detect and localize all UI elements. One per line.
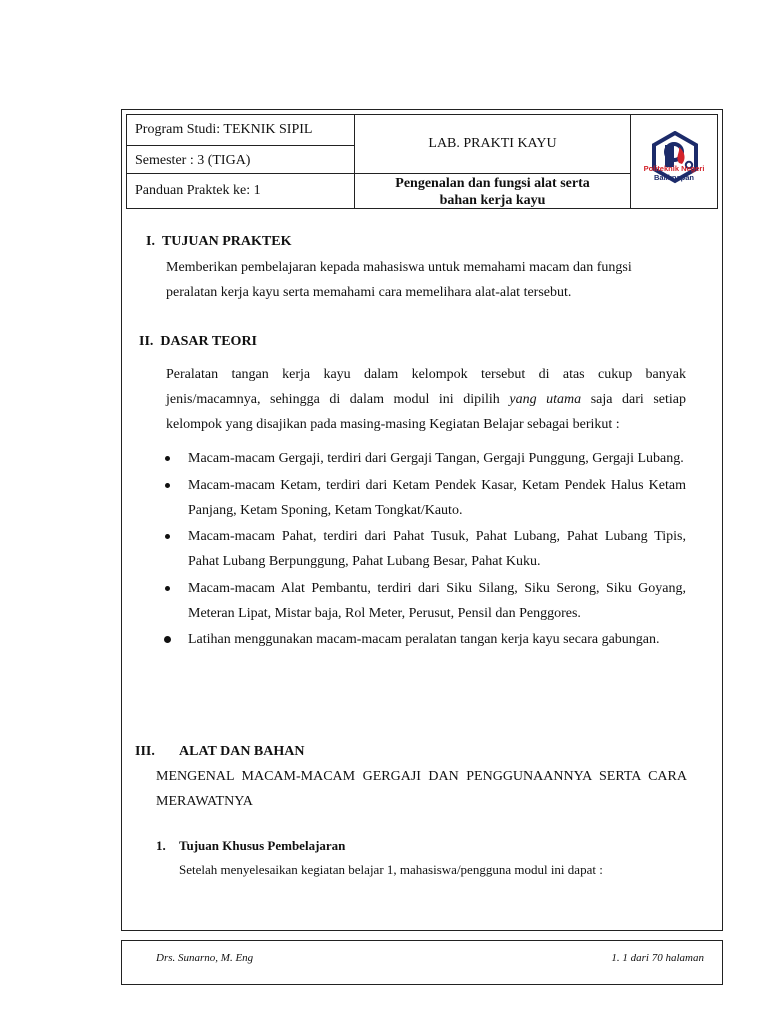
footer-author: Drs. Sunarno, M. Eng xyxy=(156,952,254,964)
subsection-1-title: Tujuan Khusus Pembelajaran xyxy=(179,838,346,853)
header-table xyxy=(126,114,718,209)
section-2-heading xyxy=(139,334,257,350)
list-item-text: Latihan menggunakan macam-macam peralatan tangan kerja kayu secara gabungan. xyxy=(188,632,660,647)
footer-page-number: 1. 1 dari 70 halaman xyxy=(611,952,704,964)
section-2-para-line-3: kelompok yang disajikan pada masing-masing Kegiatan Belajar sebagai berikut : xyxy=(166,417,620,432)
list-item xyxy=(162,524,686,574)
para-line-2-emphasis: yang utama xyxy=(509,392,582,407)
list-item xyxy=(162,576,686,626)
subsection-1-text: Setelah menyelesaikan kegiatan belajar 1, mahasiswa/pengguna modul ini dapat : xyxy=(179,862,603,877)
list-item-text: Macam-macam Ketam, terdiri dari Ketam Pendek Kasar, Ketam Pendek Halus Ketam Panjang, Ketam Sponing, Ketam Tongkat/Kauto. xyxy=(188,477,686,518)
bullet-icon xyxy=(164,636,171,643)
topic-cell xyxy=(355,174,631,208)
list-item xyxy=(162,446,686,471)
section-2-number: II. xyxy=(139,334,154,349)
section-2-para-line-2 xyxy=(166,387,686,412)
bullet-icon xyxy=(165,483,170,488)
section-3-line-2: MERAWATNYA xyxy=(156,794,253,809)
section-3-number: III. xyxy=(135,744,155,759)
section-2-title: DASAR TEORI xyxy=(160,334,258,349)
list-item xyxy=(162,627,686,652)
subsection-1-number: 1. xyxy=(156,838,166,853)
bullet-icon xyxy=(165,586,170,591)
bullet-icon xyxy=(165,456,170,461)
logo-cell xyxy=(631,115,717,208)
section-2-para-line-1: Peralatan tangan kerja kayu dalam kelompok tersebut di atas cukup banyak xyxy=(166,367,686,382)
section-1-line-1: Memberikan pembelajaran kepada mahasiswa untuk memahami macam dan fungsi xyxy=(166,260,632,275)
section-1-heading xyxy=(146,234,291,250)
logo-text-line-2: Balikpapan xyxy=(653,173,694,182)
list-item-text: Macam-macam Gergaji, terdiri dari Gergaji Tangan, Gergaji Punggung, Gergaji Lubang. xyxy=(188,451,684,466)
section-3-title: ALAT DAN BAHAN xyxy=(179,744,305,759)
topic-line-1: Pengenalan dan fungsi alat serta xyxy=(395,176,590,191)
semester-cell: Semester : 3 (TIGA) xyxy=(127,146,355,174)
polytechnic-logo-icon xyxy=(649,131,701,191)
section-1-line-2: peralatan kerja kayu serta memahami cara memelihara alat-alat tersebut. xyxy=(166,285,572,300)
list-item-text: Macam-macam Pahat, terdiri dari Pahat Tusuk, Pahat Lubang, Pahat Lubang Tipis, Pahat Lubang Berpunggung, Pahat Lubang Besar, Pahat Kuku. xyxy=(188,529,686,569)
program-studi-cell: Program Studi: TEKNIK SIPIL xyxy=(127,115,355,146)
lab-name-cell: LAB. PRAKTI KAYU xyxy=(355,115,631,174)
logo-text xyxy=(631,164,717,182)
topic-line-2: bahan kerja kayu xyxy=(439,193,546,208)
panduan-cell: Panduan Praktek ke: 1 xyxy=(127,174,355,208)
tools-bullet-list xyxy=(162,446,686,654)
para-line-2-text-b: saja dari setiap xyxy=(581,392,687,407)
bullet-icon xyxy=(165,534,170,539)
list-item xyxy=(162,473,686,523)
para-line-2-text-a: jenis/macamnya, sehingga di dalam modul ini dipilih xyxy=(166,392,510,407)
section-3-line-1: MENGENAL MACAM-MACAM GERGAJI DAN PENGGUNAANNYA SERTA CARA xyxy=(156,769,687,784)
page-footer xyxy=(121,940,723,985)
logo-text-line-1: Politeknik Negeri xyxy=(643,164,705,173)
section-1-title: TUJUAN PRAKTEK xyxy=(161,234,292,249)
list-item-text: Macam-macam Alat Pembantu, terdiri dari Siku Silang, Siku Serong, Siku Goyang, Meteran Lipat, Mistar baja, Rol Meter, Perusut, Pensil dan Penggores. xyxy=(188,580,686,621)
section-1-number: I. xyxy=(146,234,155,249)
page-frame xyxy=(121,109,723,931)
